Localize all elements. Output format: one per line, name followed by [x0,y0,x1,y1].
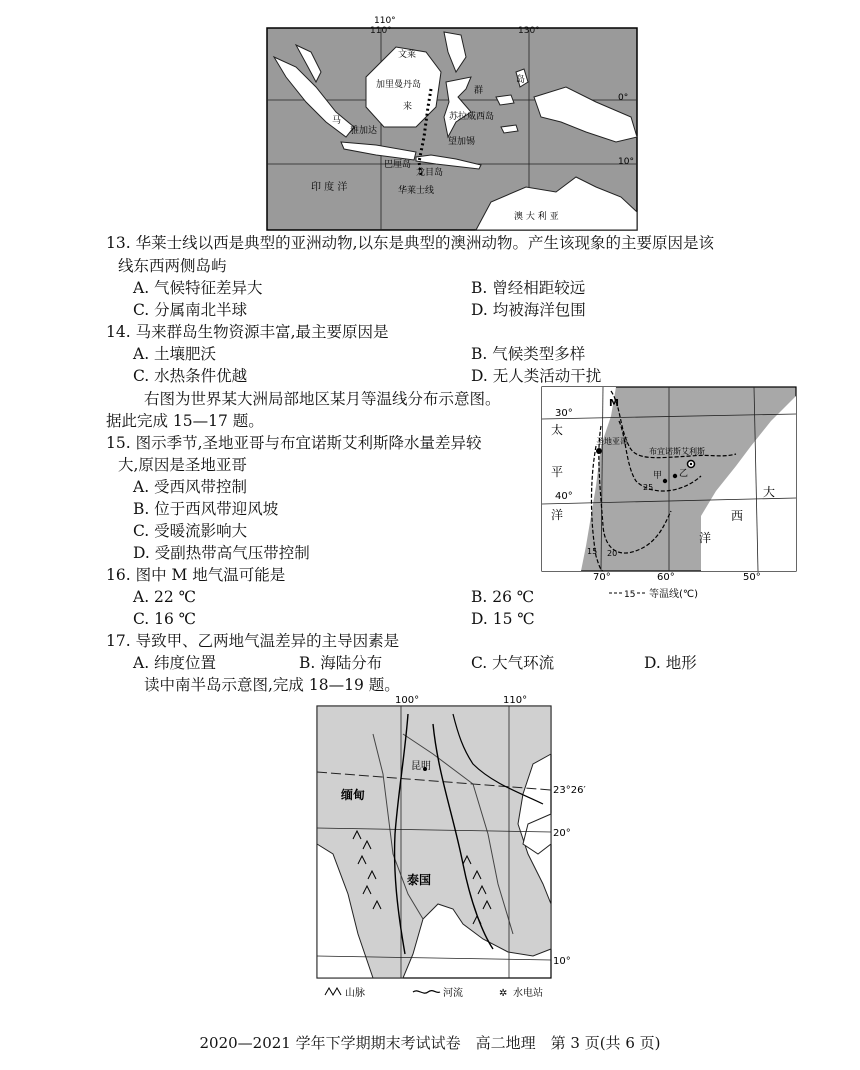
map1-label-bali: 巴厘岛 [384,160,412,170]
map2-lon-70: 70° [593,572,611,583]
map2-lon-50: 50° [743,572,761,583]
q15-option-c: C. 受暖流影响大 [133,522,248,540]
map2-iso-20: 20 [607,549,618,558]
map1-label-makassar: 望加锡 [448,137,476,147]
map1-svg [266,16,638,231]
map3-lat-20: 20° [553,828,571,839]
map1-lat-10: 10° [618,157,634,167]
map3-lon-100: 100° [395,695,420,706]
q15-stem-line2: 大,原因是圣地亚哥 [118,456,247,474]
map1-lon-130-label: 130° [518,26,540,36]
q15-stem-line1: 15. 图示季节,圣地亚哥与布宜诺斯艾利斯降水量差异较 [106,434,482,452]
map2-label-m: M [609,398,619,409]
map2-label-ping: 平 [551,465,564,479]
intro-18-19: 读中南半岛示意图,完成 18—19 题。 [144,676,400,694]
map-south-america-isotherms [541,386,797,606]
q17-option-d: D. 地形 [644,654,697,672]
map2-lat-40: 40° [555,491,573,502]
map2-lon-60: 60° [657,572,675,583]
hydro-station-legend-icon: ✲ [499,988,508,999]
map-malay-archipelago [266,16,638,231]
map1-label-sulawesi: 苏拉威西岛 [449,112,495,122]
map1-label-wallace-line: 华莱士线 [398,186,435,196]
map3-label-myanmar: 缅甸 [341,788,366,802]
q16-option-c: C. 16 ℃ [133,610,197,628]
map1-lon-110-label: 110° [370,26,392,36]
map1-label-ma: 马 [332,116,342,126]
q16-option-d: D. 15 ℃ [471,610,535,628]
map3-lat-2326: 23°26′ [553,785,586,796]
intro-15-17-line2: 据此完成 15—17 题。 [106,412,264,430]
q17-option-c: C. 大气环流 [471,654,555,672]
river-legend-icon [413,991,440,994]
map3-label-thailand: 泰国 [407,873,432,887]
map2-label-tai: 太 [551,423,564,437]
map2-yi-point [673,474,677,478]
q13-stem-line1: 13. 华莱士线以西是典型的亚洲动物,以东是典型的澳洲动物。产生该现象的主要原因是该 [106,234,715,252]
map1-label-lai: 来 [403,102,413,112]
map2-legend-label: 等温线(℃) [649,589,699,600]
q14-option-a: A. 土壤肥沃 [133,345,217,363]
q13-option-c: C. 分属南北半球 [133,301,248,319]
map3-lat-10: 10° [553,956,571,967]
map2-label-yi: 乙 [679,469,689,479]
map2-svg [541,386,797,606]
map2-jia-point [663,479,667,483]
map3-label-kunming: 昆明 [411,761,431,772]
map1-lat-0: 0° [618,93,629,103]
map2-label-jia: 甲 [653,471,663,481]
map3-lon-110: 110° [503,695,528,706]
map-indochina-peninsula [313,694,589,1002]
q15-option-b: B. 位于西风带迎风坡 [133,500,279,518]
map1-label-kalimantan: 加里曼丹岛 [376,80,422,90]
map3-legend-hydro: 水电站 [513,988,543,999]
map1-label-indian-ocean: 印 度 洋 [311,182,348,193]
q13-option-a: A. 气候特征差异大 [133,279,263,297]
map2-iso-15: 15 [587,547,598,556]
q16-option-b: B. 26 ℃ [471,588,535,606]
map1-label-wenlai: 文莱 [398,50,417,60]
q15-option-a: A. 受西风带控制 [133,478,248,496]
map3-legend-mountain: 山脉 [345,988,365,999]
map2-label-xi: 西 [731,509,744,523]
map1-label-australia: 澳 大 利 亚 [514,212,559,222]
q16-option-a: A. 22 ℃ [133,588,197,606]
map1-label-qun: 群 [474,86,484,96]
mountain-legend-icon [325,988,341,995]
q14-option-c: C. 水热条件优越 [133,367,248,385]
q13-option-b: B. 曾经相距较远 [471,279,586,297]
map2-label-yang2: 洋 [699,531,712,545]
page-footer: 2020—2021 学年下学期期末考试试卷 高二地理 第 3 页(共 6 页) [199,1034,661,1052]
map3-legend-river: 河流 [443,988,463,999]
q17-option-a: A. 纬度位置 [133,654,217,672]
map2-label-yang: 洋 [551,508,564,522]
map1-label-jakarta: 雅加达 [350,126,378,136]
intro-15-17-line1: 右图为世界某大洲局部地区某月等温线分布示意图。 [144,390,501,408]
q14-stem: 14. 马来群岛生物资源丰富,最主要原因是 [106,323,389,341]
map2-iso-25: 25 [643,483,654,492]
map1-label-dao: 岛 [516,75,526,85]
map1-label-lombok: 龙目岛 [416,168,444,178]
map2-label-buenos-aires: 布宜诺斯艾利斯 [649,447,705,456]
map3-svg [313,694,589,1002]
q13-stem-line2: 线东西两侧岛屿 [118,257,227,275]
q13-option-d: D. 均被海洋包围 [471,301,586,319]
q17-stem: 17. 导致甲、乙两地气温差异的主导因素是 [106,632,400,650]
q16-stem: 16. 图中 M 地气温可能是 [106,566,286,584]
q15-option-d: D. 受副热带高气压带控制 [133,544,310,562]
q14-option-b: B. 气候类型多样 [471,345,586,363]
map2-label-da: 大 [763,485,776,499]
q17-option-b: B. 海陆分布 [299,654,383,672]
map2-santiago-point [596,448,602,454]
map2-legend-value: 15 [624,590,636,600]
map2-lat-30: 30° [555,408,573,419]
map1-lon-110: 110° [374,16,396,26]
map2-label-santiago: 圣地亚哥 [596,437,628,446]
q14-option-d: D. 无人类活动干扰 [471,367,602,385]
